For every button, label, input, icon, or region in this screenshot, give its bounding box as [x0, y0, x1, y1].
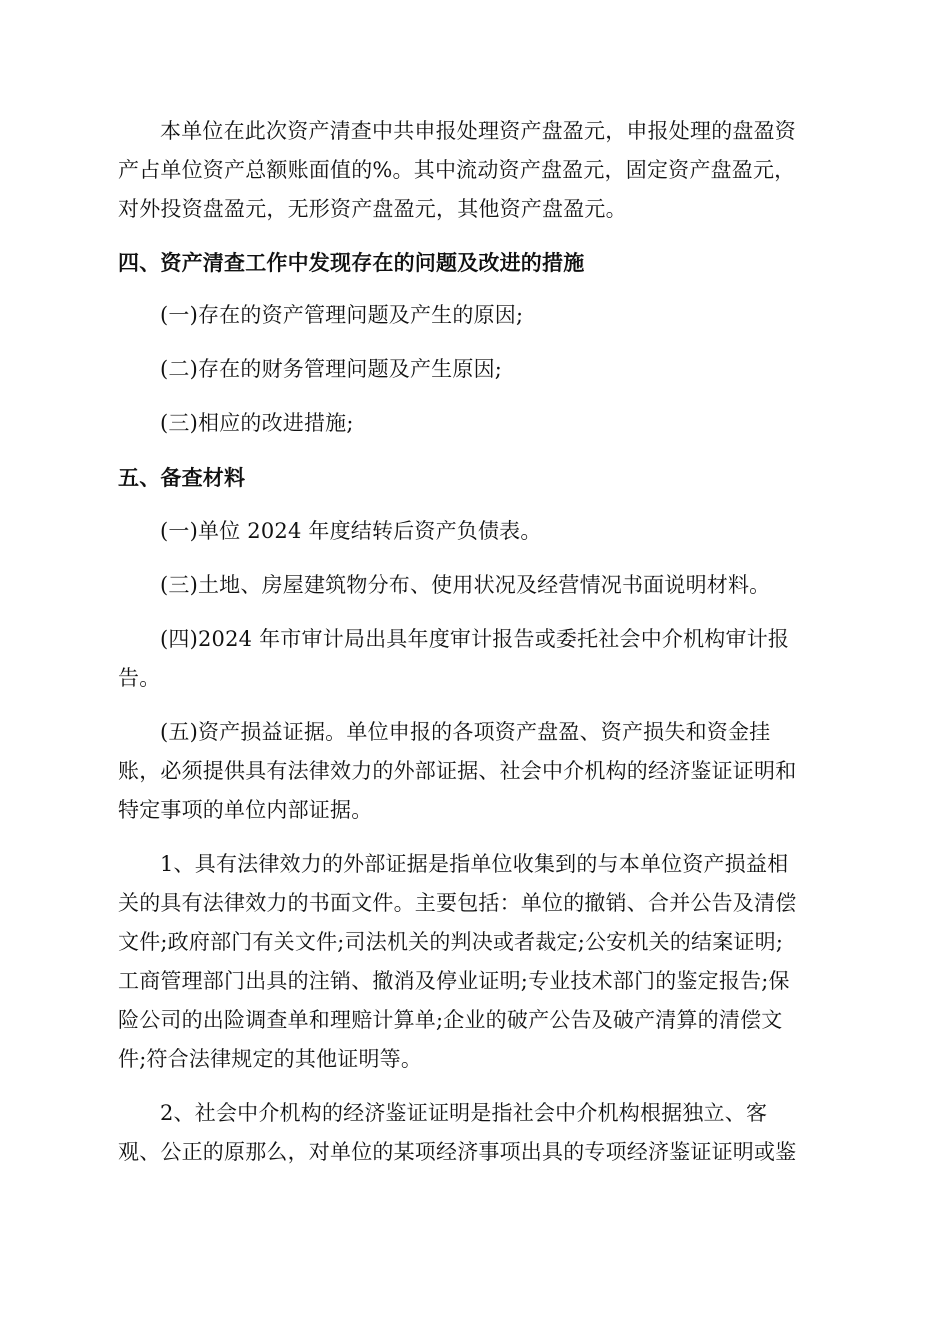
- paragraph-line: 账，必须提供具有法律效力的外部证据、社会中介机构的经济鉴证证明和: [118, 759, 797, 783]
- section-heading-5: 五、备查材料: [118, 466, 246, 490]
- paragraph-line: 2、社会中介机构的经济鉴证证明是指社会中介机构根据独立、客: [160, 1101, 768, 1125]
- list-item: (三)相应的改进措施;: [160, 411, 354, 435]
- list-item: (一)存在的资产管理问题及产生的原因;: [160, 303, 524, 327]
- list-item: (二)存在的财务管理问题及产生原因;: [160, 357, 503, 381]
- paragraph-line: 关的具有法律效力的书面文件。主要包括：单位的撤销、合并公告及清偿: [118, 891, 797, 915]
- paragraph-line: 特定事项的单位内部证据。: [118, 798, 373, 822]
- paragraph-line: 对外投资盘盈元，无形资产盘盈元，其他资产盘盈元。: [118, 197, 627, 221]
- list-item: (三)土地、房屋建筑物分布、使用状况及经营情况书面说明材料。: [160, 573, 771, 597]
- paragraph-line: 本单位在此次资产清查中共申报处理资产盘盈元，申报处理的盘盈资: [160, 119, 796, 143]
- paragraph-line: 文件;政府部门有关文件;司法机关的判决或者裁定;公安机关的结案证明;: [118, 930, 784, 954]
- paragraph-line: 险公司的出险调查单和理赔计算单;企业的破产公告及破产清算的清偿文: [118, 1008, 783, 1032]
- paragraph-line: 工商管理部门出具的注销、撤消及停业证明;专业技术部门的鉴定报告;保: [118, 969, 790, 993]
- paragraph-line: (五)资产损益证据。单位申报的各项资产盘盈、资产损失和资金挂: [160, 720, 771, 744]
- paragraph-line: 告。: [118, 666, 161, 690]
- paragraph-line: 件;符合法律规定的其他证明等。: [118, 1047, 423, 1071]
- section-heading-4: 四、资产清查工作中发现存在的问题及改进的措施: [118, 251, 585, 275]
- paragraph-line: (四)2024 年市审计局出具年度审计报告或委托社会中介机构审计报: [160, 627, 790, 651]
- list-item: (一)单位 2024 年度结转后资产负债表。: [160, 519, 542, 543]
- paragraph-line: 1、具有法律效力的外部证据是指单位收集到的与本单位资产损益相: [160, 852, 789, 876]
- paragraph-line: 产占单位资产总额账面值的%。其中流动资产盘盈元，固定资产盘盈元，: [118, 158, 796, 182]
- paragraph-line: 观、公正的原那么，对单位的某项经济事项出具的专项经济鉴证证明或鉴: [118, 1140, 797, 1164]
